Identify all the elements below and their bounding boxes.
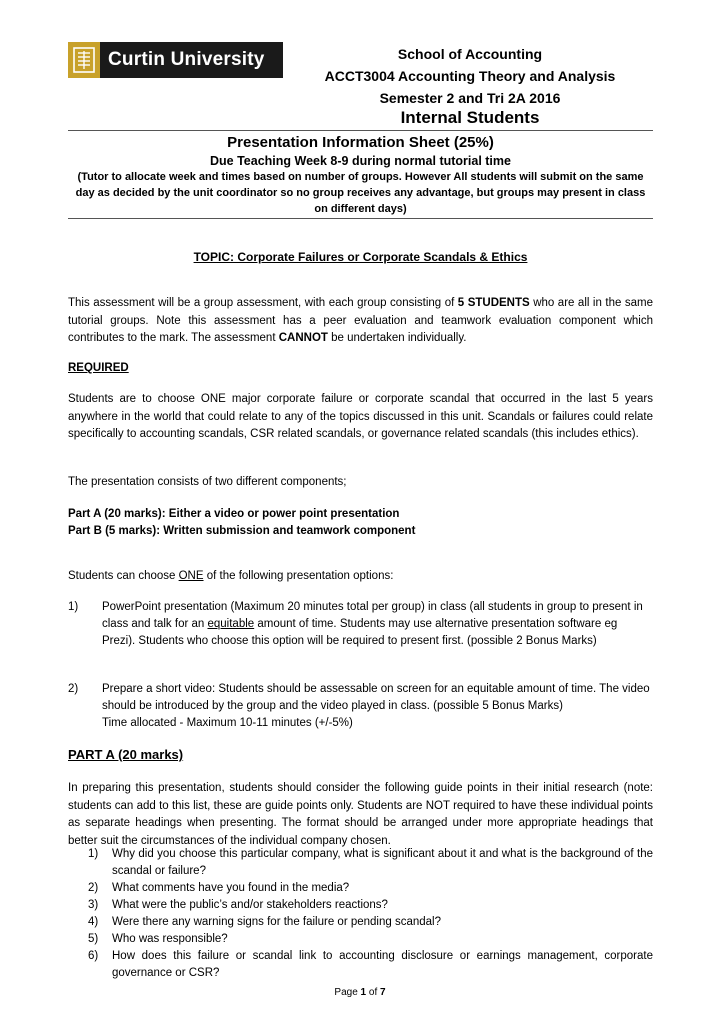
footer-page-word: Page — [334, 987, 361, 998]
required-heading: REQUIRED — [68, 362, 129, 374]
page-footer — [0, 987, 720, 998]
list-item-text: Were there any warning signs for the failure or pending scandal? — [112, 916, 442, 928]
list-item — [88, 931, 653, 948]
options-intro-one: ONE — [178, 570, 204, 582]
option-text-2: amount of time. Students may use alternative presentation software eg Prezi). Students who choose this option will be required to present first. (possible 2 Bonus Marks) — [102, 618, 618, 647]
list-item-text: What were the public’s and/or stakeholders reactions? — [112, 899, 388, 911]
list-item-number: 2) — [88, 882, 99, 894]
option-text — [102, 681, 653, 732]
option-number: 2) — [68, 683, 79, 695]
title-divider — [68, 218, 653, 219]
required-paragraph: Students are to choose ONE major corporate failure or corporate scandal that occurred in the last 5 years anywhere in the world that could relate to any of the topics discussed in this unit. Scandals or failures could relate specifically to accounting scandals, CSR related scandals, or governance related scandals (this includes ethics). — [68, 393, 653, 440]
list-item — [88, 897, 653, 914]
list-item — [88, 880, 653, 897]
list-item-number: 3) — [88, 899, 99, 911]
options-intro-text-1: Students can choose — [68, 570, 179, 582]
list-item-text: How does this failure or scandal link to accounting disclosure or earnings management, corporate governance or CSR? — [112, 950, 653, 979]
audience-label: Internal Students — [400, 108, 540, 127]
options-intro — [68, 568, 653, 586]
footer-of-word: of — [366, 987, 381, 998]
intro-students-count: 5 STUDENTS — [457, 297, 530, 309]
options-intro-text-2: of the following presentation options: — [203, 570, 394, 582]
list-item-number: 4) — [88, 916, 99, 928]
semester-label: Semester 2 and Tri 2A 2016 — [379, 90, 561, 106]
topic-heading: TOPIC: Corporate Failures or Corporate Scandals & Ethics — [193, 250, 528, 264]
list-item-number: 5) — [88, 933, 99, 945]
list-item-number: 1) — [88, 848, 99, 860]
intro-paragraph — [68, 295, 653, 348]
list-item — [88, 846, 653, 880]
unit-name: ACCT3004 Accounting Theory and Analysis — [324, 68, 616, 84]
curtin-logo — [68, 42, 283, 78]
list-item — [88, 914, 653, 931]
document-title: Presentation Information Sheet (25%) — [227, 134, 494, 151]
components-intro: The presentation consists of two different components; — [68, 476, 347, 488]
part-a-summary: Part A (20 marks): Either a video or power point presentation — [68, 508, 400, 520]
intro-text-3: be undertaken individually. — [327, 332, 467, 344]
list-item-text: What comments have you found in the media? — [112, 882, 350, 894]
intro-text-2: who are all in the same tutorial groups. Note this assessment has a peer evaluation and teamwork evaluation component which contributes to the mark. The assessment — [68, 297, 653, 344]
option-number: 1) — [68, 601, 79, 613]
due-date: Due Teaching Week 8-9 during normal tutorial time — [210, 154, 511, 168]
header-divider — [68, 130, 653, 131]
tutor-note: (Tutor to allocate week and times based on number of groups. However All students will submit on the same day as decided by the unit coordinator so no group receives any advantage, but groups may present in class on different days) — [75, 171, 646, 215]
list-item — [88, 948, 653, 982]
option-equitable: equitable — [207, 618, 255, 630]
footer-page-total: 7 — [380, 987, 386, 998]
option-time-allocated: Time allocated - Maximum 10-11 minutes (+/-5%) — [102, 717, 353, 729]
part-b-summary: Part B (5 marks): Written submission and teamwork component — [68, 525, 416, 537]
logo-text: Curtin University — [108, 49, 265, 70]
intro-cannot: CANNOT — [278, 332, 328, 344]
part-a-paragraph: In preparing this presentation, students should consider the following guide points in their initial research (note: students can add to this list, these are guide points only. Students are NOT required to have these individual points as separate headings when presenting. The format should be arranged under more appropriate headings that better suit the circumstances of the individual company chosen. — [68, 782, 653, 847]
option-text-1: PowerPoint presentation (Maximum 20 minutes total per group) in class (all students in group to present in class and talk for an — [102, 601, 643, 630]
school-name: School of Accounting — [397, 46, 543, 62]
intro-text-1: This assessment will be a group assessment, with each group consisting of — [68, 297, 458, 309]
guide-points-list — [88, 846, 653, 982]
option-item — [68, 599, 653, 650]
part-a-heading: PART A (20 marks) — [68, 747, 184, 762]
option-item — [68, 681, 653, 732]
list-item-text: Why did you choose this particular company, what is significant about it and what is the background of the scandal or failure? — [112, 848, 653, 877]
footer-page-number: 1 — [360, 987, 367, 998]
list-item-text: Who was responsible? — [112, 933, 228, 945]
option-video-text: Prepare a short video: Students should be assessable on screen for an equitable amount of time. The video should be introduced by the group and the video played in class. (possible 5 Bonus Marks) — [102, 683, 650, 712]
shield-icon — [68, 42, 100, 78]
list-item-number: 6) — [88, 950, 99, 962]
option-text — [102, 599, 653, 650]
